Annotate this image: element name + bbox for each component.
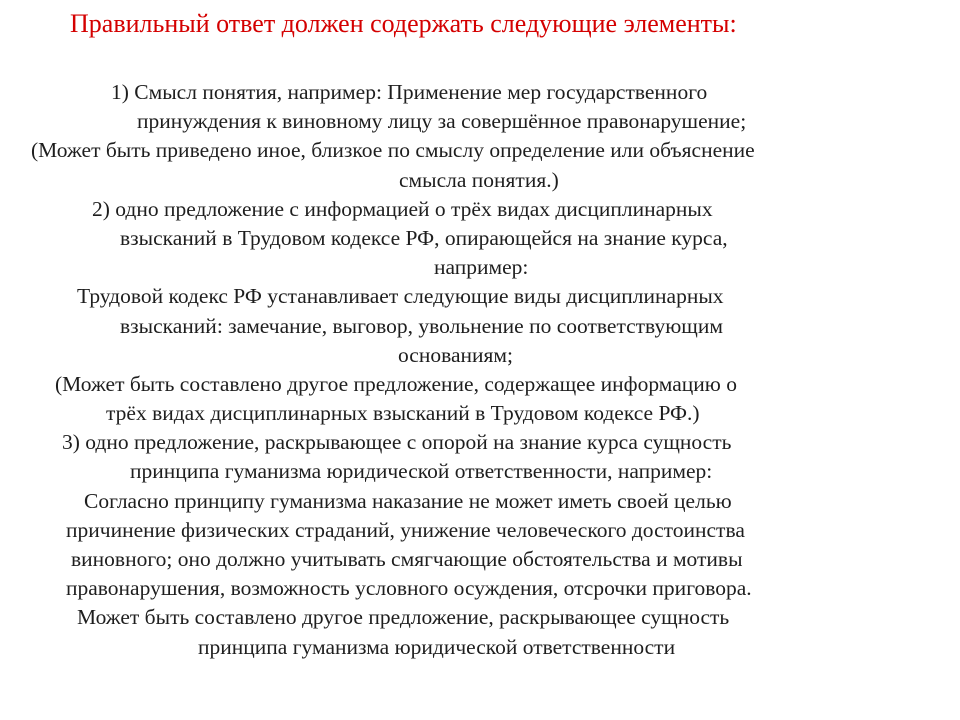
point-2-line-2: взысканий в Трудовом кодексе РФ, опирающейся на знание курса, <box>120 225 728 250</box>
point-1-line-2: принуждения к виновному лицу за совершённое правонарушение; <box>137 109 747 134</box>
point-3-example-line-1: Согласно принципу гуманизма наказание не может иметь своей целью <box>84 488 732 513</box>
slide-title: Правильный ответ должен содержать следующие элементы: <box>70 9 737 38</box>
answer-body <box>0 78 960 662</box>
point-2-line-1: 2) одно предложение с информацией о трёх видах дисциплинарных <box>92 196 713 221</box>
point-3-example-line-4: правонарушения, возможность условного осуждения, отсрочки приговора. <box>66 576 752 601</box>
point-3-note-line-2: принципа гуманизма юридической ответственности <box>198 634 676 659</box>
point-2-example-line-1: Трудовой кодекс РФ устанавливает следующие виды дисциплинарных <box>77 284 724 309</box>
point-3-line-2: принципа гуманизма юридической ответственности, например: <box>130 459 713 484</box>
point-2-note-line-1: (Может быть составлено другое предложение, содержащее информацию о <box>55 371 737 396</box>
point-2-note-line-2: трёх видах дисциплинарных взысканий в Трудовом кодексе РФ.) <box>106 401 700 426</box>
point-1-note-line-2: смысла понятия.) <box>399 167 559 192</box>
point-2-example-line-3: основаниям; <box>398 342 513 367</box>
point-3-line-1: 3) одно предложение, раскрывающее с опорой на знание курса сущность <box>62 430 732 455</box>
point-2-line-3: например: <box>434 255 529 280</box>
point-1-note-line-1: (Может быть приведено иное, близкое по смыслу определение или объяснение <box>31 138 755 163</box>
point-3-note-line-1: Может быть составлено другое предложение, раскрывающее сущность <box>77 605 730 630</box>
point-1-line-1: 1) Смысл понятия, например: Применение мер государственного <box>111 80 708 104</box>
point-3-example-line-3: виновного; оно должно учитывать смягчающие обстоятельства и мотивы <box>71 547 743 571</box>
point-3-example-line-2: причинение физических страданий, унижение человеческого достоинства <box>66 517 745 542</box>
point-2-example-line-2: взысканий: замечание, выговор, увольнение по соответствующим <box>120 313 723 338</box>
